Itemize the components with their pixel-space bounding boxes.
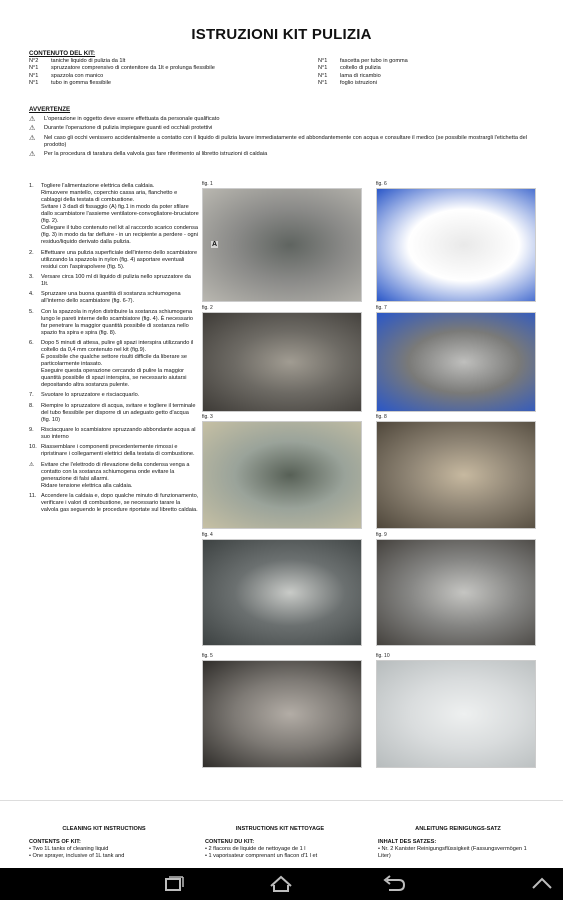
warning-triangle-icon: ⚠: [29, 134, 36, 142]
kit-item-label: spazzola con manico: [51, 72, 104, 79]
step-number: 11.: [29, 492, 37, 499]
step-number: 10.: [29, 444, 37, 451]
step-item: [29, 444, 199, 458]
kit-item-qty: N°1: [29, 80, 39, 87]
warning-triangle-icon: ⚠: [29, 116, 36, 123]
step-text: Accendere la caldaia e, dopo qualche minuto di funzionamento, verificare i valori di combustione, se necessario tarare la valvola gas seguendo le procedure riportate sul libretto caldaia.: [41, 492, 199, 513]
step-text: Effettuare una pulizia superficiale dell'interno dello scambiatore utilizzando la spazzola in nylon (fig. 4) asportare eventuali residui con l'aspirapolvere (fig. 5).: [41, 249, 198, 270]
bottom-title-fr: INSTRUCTIONS KIT NETTOYAGE: [235, 826, 325, 832]
bottom-line: • 1 vaporisateur comprenant un flacon d'1 l et: [205, 853, 318, 859]
step-text: Spruzzare una buona quantità di sostanza schiumogena all'interno dello scambiatore (fig. 6-7).: [41, 291, 181, 305]
figure-photo: [202, 312, 362, 412]
section-divider: [0, 800, 563, 801]
figure-photo: [202, 660, 362, 768]
figure-label: fig. 2: [202, 305, 213, 311]
contents-heading: CONTENUTO DEL KIT:: [29, 50, 96, 57]
bottom-col-fr: [205, 826, 355, 860]
figure-label: fig. 6: [376, 181, 387, 187]
warning-text: L'operazione in oggetto deve essere effettuata da personale qualificato: [44, 116, 220, 122]
figure-label: fig. 4: [202, 532, 213, 538]
step-item: [29, 392, 199, 399]
warning-item: [29, 125, 549, 132]
kit-item-qty: N°2: [29, 58, 39, 64]
figure-photo: [376, 539, 536, 646]
kit-item-qty: N°1: [318, 72, 328, 79]
kit-item: [318, 80, 408, 87]
back-icon[interactable]: [377, 874, 407, 894]
kit-item-qty: N°1: [318, 58, 328, 64]
steps-list: [29, 183, 199, 517]
warning-text: Nel caso gli occhi venissero accidentalmente a contatto con il liquido di pulizia lavare immediatamente ed abbondantemente con acqua e consultare il medico (se possibile mostrargli l'etichetta del prodotto): [44, 134, 528, 148]
figure-photo: [202, 421, 362, 529]
kit-item: [29, 58, 215, 65]
step-number: 4.: [29, 291, 34, 298]
step-item: [29, 403, 199, 424]
step-item: [29, 250, 199, 271]
bottom-line: • Nr. 2 Kanister Reinigungsflüssigkeit (Fassungsvermögen 1 Liter): [378, 846, 527, 859]
step-text: Togliere l'alimentazione elettrica della caldaia. Rimuovere mantello, coperchio cassa aria, flanchetto e cablaggi della testata di combustione. Svitare i 3 dadi di fissaggio (A) fig.1 in modo da poter sfilare dallo scambiatore l'assieme ventilatore-convogliatore-bruciatore (fig. 2). Collegare il tubo contenuto nel kit al raccordo scarico condensa (fig. 3) in modo da far defluire - in un recipiente a perdere - ogni residuo/liquido derivato dalla pulizia.: [41, 183, 199, 246]
step-text: Versare circa 100 ml di liquido di pulizia nello spruzzatore da 1lt.: [41, 273, 191, 287]
kit-item-label: taniche liquido di pulizia da 1lt: [51, 58, 126, 64]
step-text: Dopo 5 minuti di attesa, pulire gli spazi interspira utilizzando il coltello da 0,4 mm contenuto nel kit (fig.9). È possibile che qualche settore risulti difficile da liberare se particolarmente intasato. Eseguire questa operazione cercando di pulire la maggior quantità possibile di spazi interspira, se necessario aiutarsi depositando altra sostanza pulente.: [41, 339, 194, 389]
figure-photo: [376, 188, 536, 302]
step-text: Risciacquare lo scambiatore spruzzando abbondante acqua al suo interno: [41, 426, 196, 440]
step-item: [29, 340, 199, 389]
chevron-up-icon[interactable]: [527, 874, 557, 894]
figure-photo: [376, 660, 536, 768]
figure-label: fig. 3: [202, 414, 213, 420]
step-text: Riempire lo spruzzatore di acqua, svitare e togliere il terminale del tubo flessibile per disporre di un adeguato getto d'acqua (fig. 10): [41, 402, 196, 423]
step-item: [29, 309, 199, 337]
kit-item: [29, 80, 215, 87]
step-number: 9.: [29, 426, 34, 433]
kit-item-qty: N°1: [29, 65, 39, 72]
step-number: 8.: [29, 402, 34, 409]
kit-item-qty: N°1: [318, 80, 328, 87]
step-number: 3.: [29, 273, 34, 280]
figure-label: fig. 10: [376, 653, 390, 659]
bottom-heading-de: INHALT DES SATZES:: [378, 839, 437, 845]
bottom-col-de: [378, 826, 538, 860]
warning-triangle-icon: ⚠: [29, 151, 36, 159]
bottom-line: • Two 1L tanks of cleaning liquid: [29, 846, 109, 852]
figure-label: fig. 5: [202, 653, 213, 659]
warning-item: [29, 116, 549, 123]
kit-list-left: [29, 58, 215, 88]
step-item: [29, 427, 199, 441]
kit-item-label: tubo in gomma flessibile: [51, 80, 112, 87]
bottom-heading-fr: CONTENU DU KIT:: [205, 839, 255, 845]
page-title: ISTRUZIONI KIT PULIZIA: [191, 26, 372, 43]
kit-item-label: spruzzatore comprensivo di contenitore da 1lt e prolunga flessibile: [51, 65, 215, 72]
kit-item-label: coltello di pulizia: [340, 65, 381, 72]
kit-item: [318, 73, 408, 80]
step-number: 2.: [29, 249, 34, 256]
warning-text: Durante l'operazione di pulizia impiegare guanti ed occhiali protettivi: [44, 125, 213, 132]
figure-label: fig. 1: [202, 181, 213, 187]
figure-photo: [376, 312, 536, 412]
step-text: Evitare che l'elettrodo di rilevazione della condensa venga a contatto con la sostanza schiumogena onde evitare la generazione di falsi allarmi. Ridare tensione elettrica alla caldaia.: [41, 461, 190, 489]
step-number: 1.: [29, 183, 34, 189]
kit-item-label: foglio istruzioni: [340, 80, 377, 87]
bottom-title-en: CLEANING KIT INSTRUCTIONS: [62, 826, 146, 832]
figure-photo: [202, 539, 362, 646]
recent-apps-icon[interactable]: [158, 874, 188, 894]
kit-item-qty: N°1: [29, 72, 39, 79]
warning-item: [29, 135, 549, 149]
kit-item: [29, 65, 215, 72]
figure-label: fig. 8: [376, 414, 387, 420]
step-item: [29, 183, 199, 246]
kit-item-label: lama di ricambio: [340, 72, 381, 79]
kit-item: [318, 58, 408, 65]
step-text: Svuotare lo spruzzatore e risciacquarlo.: [41, 392, 140, 399]
step-item: [29, 462, 199, 490]
home-icon[interactable]: [266, 874, 296, 894]
warning-triangle-icon: ⚠: [29, 125, 36, 133]
kit-item: [318, 65, 408, 72]
step-item: [29, 493, 199, 514]
step-text: Riassemblare i componenti precedentemente rimossi e ripristinare i collegamenti elettrici della testata di combustione.: [41, 444, 195, 458]
kit-item-qty: N°1: [318, 65, 328, 72]
warning-text: Per la procedura di taratura della valvola gas fare riferimento al libretto istruzioni di caldaia: [44, 151, 268, 158]
step-text: Con la spazzola in nylon distribuire la sostanza schiumogena lungo le pareti interne dello scambiatore (fig. 4). È necessario far penetrare la maggior quantità possibile di sostanza nello spazio fra spira e spira (fig. 8).: [41, 308, 194, 336]
warning-item: [29, 151, 549, 158]
bottom-col-en: [29, 826, 179, 860]
bottom-line: • 2 flacons de liquide de nettoyage de 1 l: [205, 846, 306, 852]
bottom-title-de: ANLEITUNG REINIGUNGS-SATZ: [415, 826, 501, 832]
step-number: 7.: [29, 392, 34, 399]
warnings-heading: AVVERTENZE: [29, 106, 71, 113]
step-number: 6.: [29, 339, 34, 346]
warnings-list: [29, 116, 549, 161]
figure-label: fig. 7: [376, 305, 387, 311]
step-number: ⚠: [29, 461, 35, 468]
kit-item: [29, 73, 215, 80]
figure-photo: [202, 188, 362, 302]
kit-item-label: fascetta per tubo in gomma: [340, 58, 408, 64]
figure-marker-label: A: [212, 241, 218, 248]
bottom-line: • One sprayer, inclusive of 1L tank and: [29, 853, 125, 859]
figure-photo: [376, 421, 536, 529]
kit-list-right: [318, 58, 408, 88]
step-number: 5.: [29, 308, 34, 315]
bottom-heading-en: CONTENTS OF KIT:: [29, 839, 81, 845]
figure-label: fig. 9: [376, 532, 387, 538]
system-nav-bar: [0, 868, 563, 900]
step-item: [29, 291, 199, 305]
step-item: [29, 274, 199, 288]
